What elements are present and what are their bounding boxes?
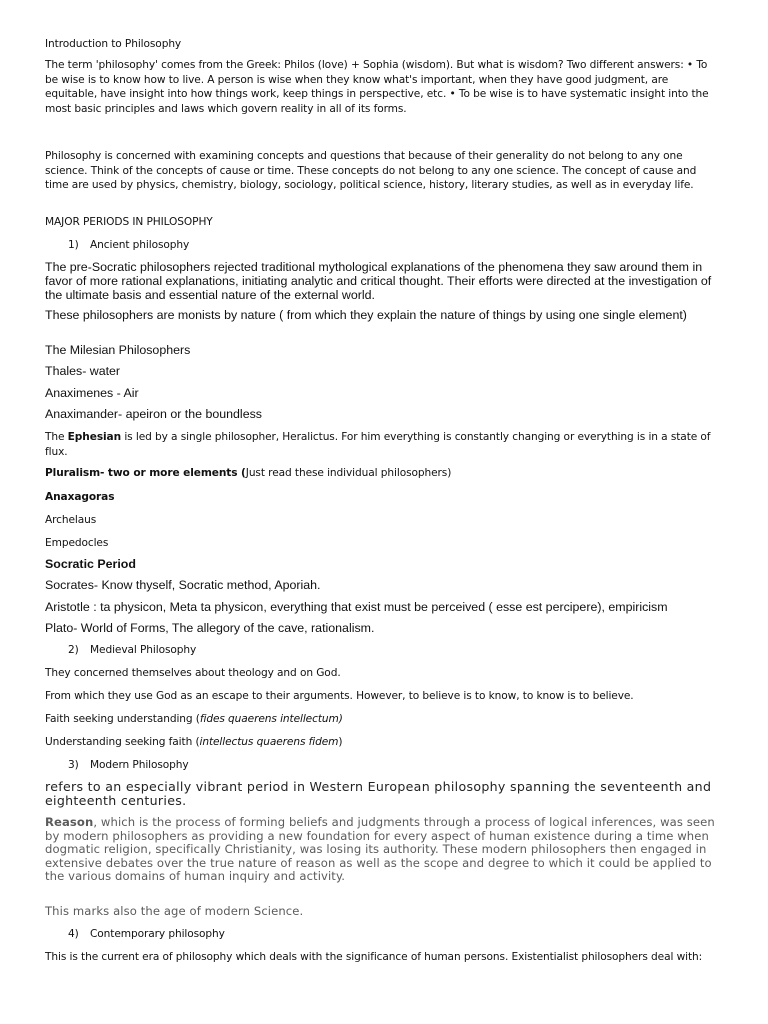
socratic-heading-label: Socratic Period	[45, 557, 136, 571]
socratic-heading	[45, 558, 723, 572]
plato-line: Plato- World of Forms, The allegory of the cave, rationalism.	[45, 621, 375, 635]
pluralism-bold: Pluralism- two or more elements (	[45, 467, 246, 479]
ephesian-paragraph	[45, 430, 723, 459]
milesian-heading: The Milesian Philosophers	[45, 343, 191, 357]
understanding-post: )	[338, 736, 343, 748]
understanding-latin: intellectus quaerens fidem	[199, 736, 339, 748]
reason-bold: Reason	[45, 815, 94, 829]
presocratic-paragraph: The pre-Socratic philosophers rejected traditional mythological explanations of the phenomena they saw around them in favor of more rational explanations, initiating analytic and critical thought. Their efforts were directed at the investigation of the ultimate basis and essential nature of the external world.	[45, 260, 712, 302]
escape-line: From which they use God as an escape to their arguments. However, to believe is to know, to know is to believe.	[45, 690, 634, 702]
empedocles-line: Empedocles	[45, 537, 109, 549]
aristotle-line: Aristotle : ta physicon, Meta ta physicon, everything that exist must be perceived ( esse est percipere), empiricism	[45, 600, 668, 614]
period-3-label: Modern Philosophy	[90, 759, 189, 771]
anaxagoras-line	[45, 490, 723, 505]
period-2-label: Medieval Philosophy	[90, 644, 197, 656]
reason-post: , which is the process of forming beliefs and judgments through a process of logical inferences, was seen by modern philosophers as providing a new foundation for every aspect of human existence during a time when dogmatic religion, specifically Christianity, was losing its authority. These modern philosophers then engaged in extensive debates over the true nature of reason as well as the scope and degree to which it could be applied to the various domains of human inquiry and activity.	[45, 815, 715, 883]
reason-paragraph	[45, 816, 723, 884]
major-periods-heading: MAJOR PERIODS IN PHILOSOPHY	[45, 216, 213, 228]
anaximenes-line: Anaximenes - Air	[45, 386, 139, 400]
pluralism-post: Just read these individual philosophers)	[245, 467, 452, 479]
ephesian-post: is led by a single philosopher, Heralictus. For him everything is constantly changing or everything is in a state of flux.	[45, 431, 711, 458]
anaximander-line: Anaximander- apeiron or the boundless	[45, 407, 262, 421]
monists-paragraph: These philosophers are monists by nature ( from which they explain the nature of things by using one single element)	[45, 308, 687, 322]
thales-line: Thales- water	[45, 364, 121, 378]
period-1-label: Ancient philosophy	[90, 239, 190, 251]
current-era-paragraph: This is the current era of philosophy which deals with the significance of human persons. Existentialist philosophers deal with:	[45, 951, 703, 963]
ephesian-bold: Ephesian	[67, 431, 122, 443]
period-4-label: Contemporary philosophy	[90, 928, 225, 940]
period-1-number: 1)	[68, 239, 79, 251]
period-4-number: 4)	[68, 928, 79, 940]
archelaus-line: Archelaus	[45, 514, 97, 526]
ephesian-pre: The	[45, 431, 68, 443]
concepts-paragraph: Philosophy is concerned with examining concepts and questions that because of their generality do not belong to any one science. Think of the concepts of cause or time. These concepts do not belong to any one science. The concept of cause and time are used by physics, chemistry, biology, sociology, political science, history, literary studies, as well as in everyday life.	[45, 150, 697, 192]
modern-description: refers to an especially vibrant period in Western European philosophy spanning the seventeenth and eighteenth centuries.	[45, 779, 712, 809]
socrates-line: Socrates- Know thyself, Socratic method, Aporiah.	[45, 578, 321, 592]
document-title: Introduction to Philosophy	[45, 38, 182, 50]
science-line: This marks also the age of modern Science.	[45, 904, 304, 918]
understanding-line	[45, 735, 723, 750]
pluralism-paragraph	[45, 466, 723, 481]
faith-line	[45, 712, 723, 727]
anaxagoras-label: Anaxagoras	[45, 491, 115, 503]
faith-latin: fides quaerens intellectum)	[199, 713, 343, 725]
understanding-pre: Understanding seeking faith (	[45, 736, 200, 748]
intro-paragraph: The term 'philosophy' comes from the Greek: Philos (love) + Sophia (wisdom). But what is wisdom? Two different answers: • To be wise is to know how to live. A person is wise when they know what's important, when they have good judgment, are equitable, have insight into how things work, keep things in perspective, etc. • To be wise is to have systematic insight into the most basic principles and laws which govern reality in all of its forms.	[45, 59, 709, 115]
period-3-number: 3)	[68, 759, 79, 771]
period-2-number: 2)	[68, 644, 79, 656]
faith-pre: Faith seeking understanding (	[45, 713, 200, 725]
theology-line: They concerned themselves about theology and on God.	[45, 667, 341, 679]
